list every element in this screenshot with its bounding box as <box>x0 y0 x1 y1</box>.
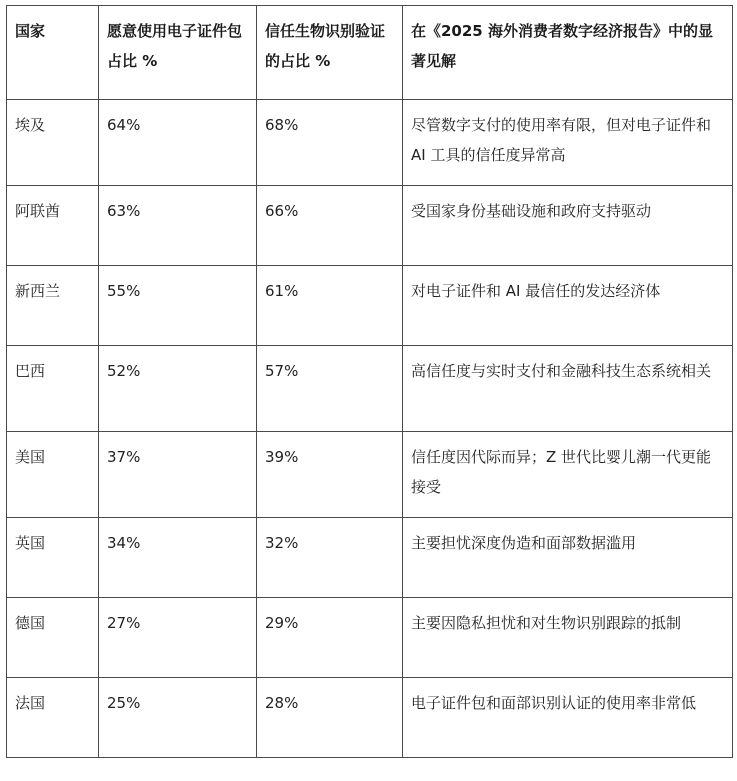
cell-country: 阿联酋 <box>7 186 99 266</box>
table-row <box>7 678 733 758</box>
cell-insight: 对电子证件和 AI 最信任的发达经济体 <box>403 266 733 346</box>
cell-country: 德国 <box>7 598 99 678</box>
table-row <box>7 518 733 598</box>
cell-insight: 尽管数字支付的使用率有限，但对电子证件和 AI 工具的信任度异常高 <box>403 100 733 186</box>
data-table <box>6 5 733 758</box>
cell-insight: 信任度因代际而异；Z 世代比婴儿潮一代更能接受 <box>403 432 733 518</box>
cell-country: 巴西 <box>7 346 99 432</box>
cell-ewallet-share: 37% <box>99 432 257 518</box>
cell-ewallet-share: 25% <box>99 678 257 758</box>
cell-biometric-trust: 66% <box>257 186 403 266</box>
cell-insight: 电子证件包和面部识别认证的使用率非常低 <box>403 678 733 758</box>
header-ewallet-share: 愿意使用电子证件包占比 % <box>99 6 257 100</box>
cell-ewallet-share: 52% <box>99 346 257 432</box>
table-header-row <box>7 6 733 100</box>
cell-biometric-trust: 29% <box>257 598 403 678</box>
cell-biometric-trust: 28% <box>257 678 403 758</box>
cell-ewallet-share: 34% <box>99 518 257 598</box>
cell-insight: 高信任度与实时支付和金融科技生态系统相关 <box>403 346 733 432</box>
table-row <box>7 346 733 432</box>
cell-insight: 主要担忧深度伪造和面部数据滥用 <box>403 518 733 598</box>
cell-ewallet-share: 64% <box>99 100 257 186</box>
cell-ewallet-share: 27% <box>99 598 257 678</box>
table-row <box>7 100 733 186</box>
cell-country: 埃及 <box>7 100 99 186</box>
cell-biometric-trust: 32% <box>257 518 403 598</box>
table-row <box>7 266 733 346</box>
cell-biometric-trust: 68% <box>257 100 403 186</box>
cell-country: 新西兰 <box>7 266 99 346</box>
cell-ewallet-share: 63% <box>99 186 257 266</box>
cell-country: 美国 <box>7 432 99 518</box>
header-biometric-trust: 信任生物识别验证的占比 % <box>257 6 403 100</box>
table-row <box>7 186 733 266</box>
table-row <box>7 598 733 678</box>
header-country: 国家 <box>7 6 99 100</box>
cell-biometric-trust: 61% <box>257 266 403 346</box>
cell-insight: 受国家身份基础设施和政府支持驱动 <box>403 186 733 266</box>
cell-biometric-trust: 57% <box>257 346 403 432</box>
cell-insight: 主要因隐私担忧和对生物识别跟踪的抵制 <box>403 598 733 678</box>
cell-country: 英国 <box>7 518 99 598</box>
header-insight: 在《2025 海外消费者数字经济报告》中的显著见解 <box>403 6 733 100</box>
table-row <box>7 432 733 518</box>
cell-biometric-trust: 39% <box>257 432 403 518</box>
cell-ewallet-share: 55% <box>99 266 257 346</box>
cell-country: 法国 <box>7 678 99 758</box>
